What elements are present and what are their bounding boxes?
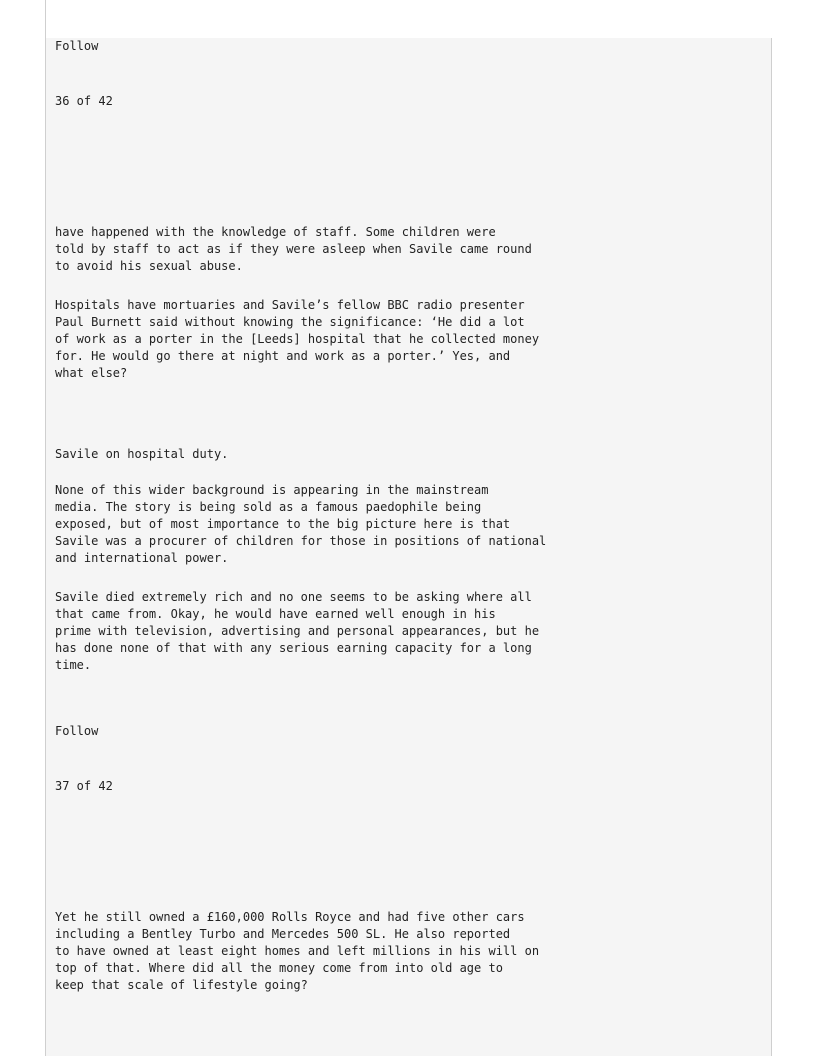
paragraph: Yet he still owned a £160,000 Rolls Royce and had five other cars including a Bentley Turbo and Mercedes 500 SL. He also reported to have owned at least eight homes and left millions in his will on top of that. Where did all the money come from into old age to keep that scale of lifestyle going?: [55, 910, 540, 992]
follow-link[interactable]: Follow: [55, 724, 99, 738]
paragraph: None of this wider background is appearing in the mainstream media. The story is being sold as a famous paedophile being exposed, but of most importance to the big picture here is that Savile was a procurer of children for those in positions of national and international power.: [55, 483, 547, 565]
page-number: 37 of 42: [55, 779, 113, 793]
follow-link[interactable]: Follow: [55, 39, 99, 53]
paragraph: have happened with the knowledge of staff. Some children were told by staff to act as if they were asleep when Savile came round to avoid his sexual abuse.: [55, 225, 532, 273]
paragraph: Hospitals have mortuaries and Savile’s fellow BBC radio presenter Paul Burnett said without knowing the significance: ‘He did a lot of work as a porter in the [Leeds] hospital that he collected money for. He would go there at night and work as a porter.’ Yes, and what else?: [55, 298, 540, 380]
paragraph: Savile died extremely rich and no one seems to be asking where all that came from. Okay, he would have earned well enough in his prime with television, advertising and personal appearances, but he has done none of that with any serious earning capacity for a long time.: [55, 590, 540, 672]
page-border-top: [45, 0, 46, 38]
page-number: 36 of 42: [55, 94, 113, 108]
image-caption: Savile on hospital duty.: [55, 447, 229, 461]
